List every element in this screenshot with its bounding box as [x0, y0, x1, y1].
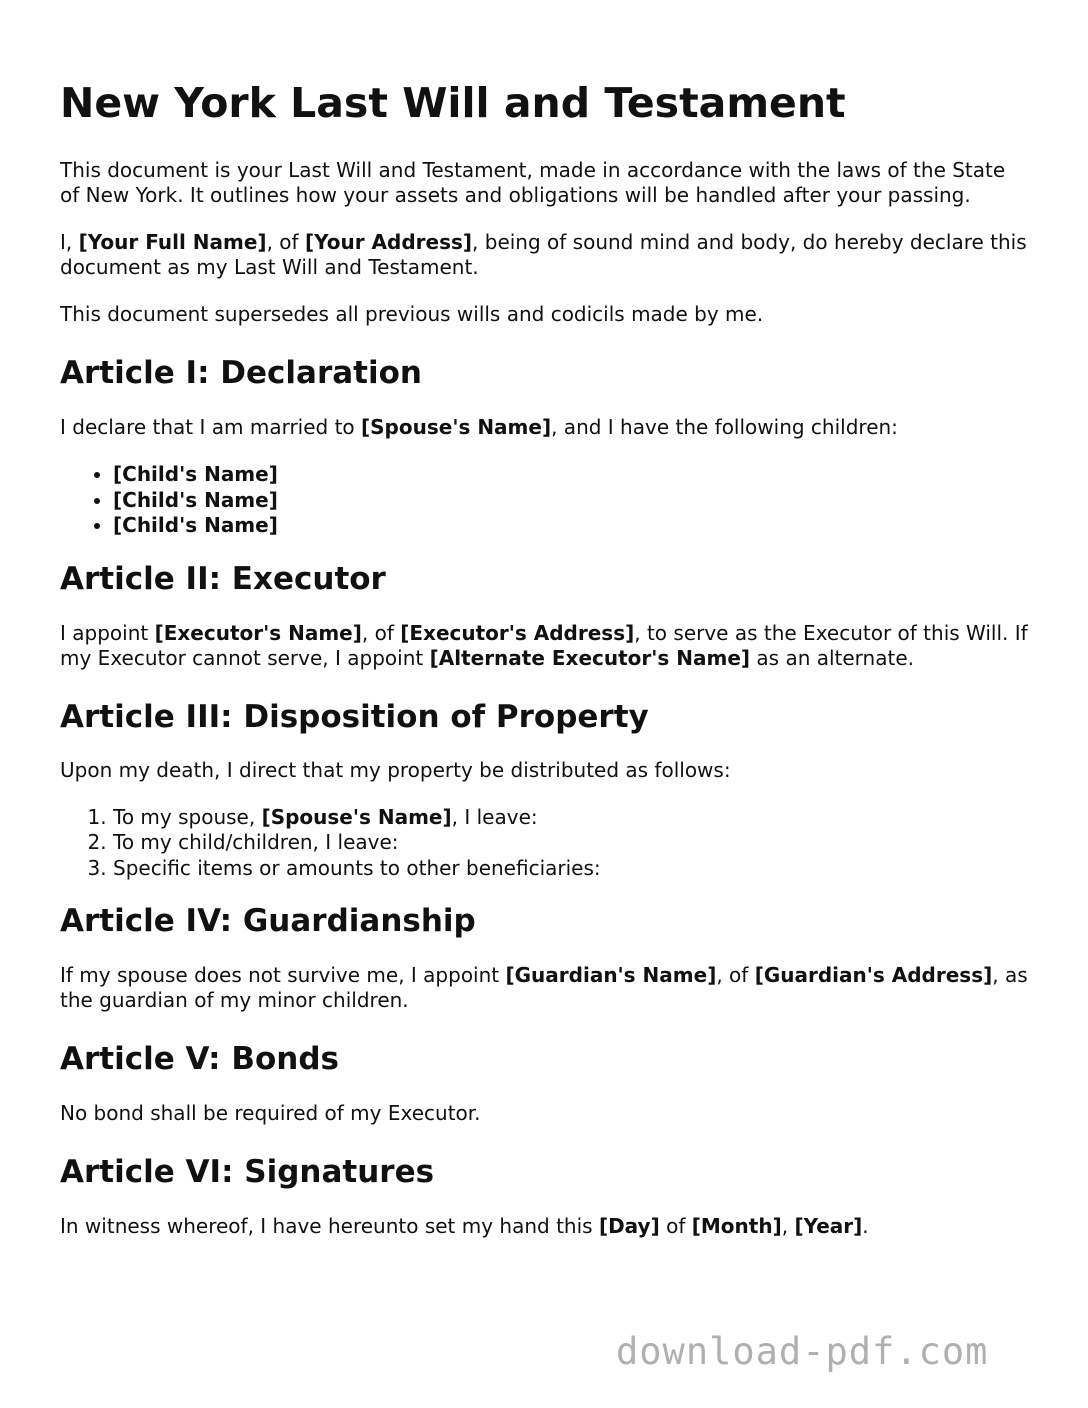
child-name-placeholder: [Child's Name] — [113, 462, 278, 486]
article-5-paragraph: No bond shall be required of my Executor. — [60, 1101, 481, 1125]
text-run: , to serve as the Executor of this Will. If my Executor cannot serve, I appoint — [60, 620, 1028, 670]
article-3-paragraph: Upon my death, I direct that my property be distributed as follows: — [60, 757, 731, 782]
text-run: , of — [361, 620, 401, 645]
article-4-paragraph — [60, 963, 1028, 1013]
text-run: In witness whereof, I have hereunto set my hand this — [60, 1214, 599, 1238]
document-page — [60, 0, 1028, 1239]
list-item — [113, 462, 1028, 488]
address-placeholder: [Your Address] — [304, 230, 473, 254]
text-run: I appoint — [60, 620, 155, 645]
list-item — [113, 513, 1028, 539]
guardian-address-placeholder: [Guardian's Address] — [754, 963, 993, 987]
declaration-paragraph — [60, 230, 1028, 280]
text-run: , as the guardian of my minor children. — [60, 963, 1028, 1012]
text-run: To my spouse, — [113, 804, 262, 829]
article-3-heading: Article III: Disposition of Property — [60, 698, 649, 735]
guardian-name-placeholder: [Guardian's Name] — [505, 963, 717, 987]
list-item: 2. To my child/children, I leave: — [113, 830, 1028, 856]
list-item: 3. Specific items or amounts to other beneficiaries: — [113, 856, 1028, 882]
text-run: , being of sound mind and body, do hereby declare this document as my Last Will and Testament. — [60, 230, 1027, 279]
list-item — [113, 488, 1028, 514]
article-4-heading: Article IV: Guardianship — [60, 903, 476, 939]
article-2-heading: Article II: Executor — [60, 560, 386, 597]
text-run: , I leave: — [451, 804, 538, 829]
executor-name-placeholder: [Executor's Name] — [154, 620, 362, 645]
supersedes-paragraph: This document supersedes all previous wills and codicils made by me. — [60, 302, 764, 326]
year-placeholder: [Year] — [794, 1214, 863, 1238]
article-6-heading: Article VI: Signatures — [60, 1154, 435, 1190]
list-item — [113, 805, 1028, 831]
article-1-paragraph — [60, 415, 1028, 440]
article-2-paragraph — [60, 621, 1028, 671]
spouse-name-placeholder: [Spouse's Name] — [361, 415, 552, 439]
alternate-executor-placeholder: [Alternate Executor's Name] — [429, 645, 751, 670]
article-1-heading: Article I: Declaration — [60, 355, 422, 391]
article-6-paragraph — [60, 1214, 1028, 1239]
text-run: I declare that I am married to — [60, 415, 362, 439]
intro-paragraph: This document is your Last Will and Testament, made in accordance with the laws of the State of New York. It outlines how your assets and obligations will be handled after your passing. — [60, 158, 1006, 207]
day-placeholder: [Day] — [598, 1214, 660, 1238]
text-run: , — [781, 1214, 795, 1238]
executor-address-placeholder: [Executor's Address] — [400, 620, 635, 645]
children-list — [60, 462, 1028, 539]
spouse-name-placeholder: [Spouse's Name] — [261, 804, 452, 829]
full-name-placeholder: [Your Full Name] — [78, 230, 267, 254]
property-list — [60, 805, 1028, 882]
text-run: , and I have the following children: — [551, 415, 898, 439]
text-run: , of — [716, 963, 755, 987]
article-5-heading: Article V: Bonds — [60, 1041, 339, 1077]
child-name-placeholder: [Child's Name] — [113, 487, 278, 512]
text-run: I, — [60, 230, 79, 254]
text-run: , of — [266, 230, 305, 254]
text-run: . — [862, 1214, 869, 1238]
month-placeholder: [Month] — [691, 1214, 782, 1238]
document-title: New York Last Will and Testament — [60, 79, 846, 127]
text-run: If my spouse does not survive me, I appoint — [60, 963, 506, 987]
text-run: as an alternate. — [750, 645, 914, 670]
child-name-placeholder: [Child's Name] — [113, 513, 278, 537]
watermark: download-pdf.com — [616, 1330, 989, 1373]
text-run: of — [659, 1214, 692, 1238]
